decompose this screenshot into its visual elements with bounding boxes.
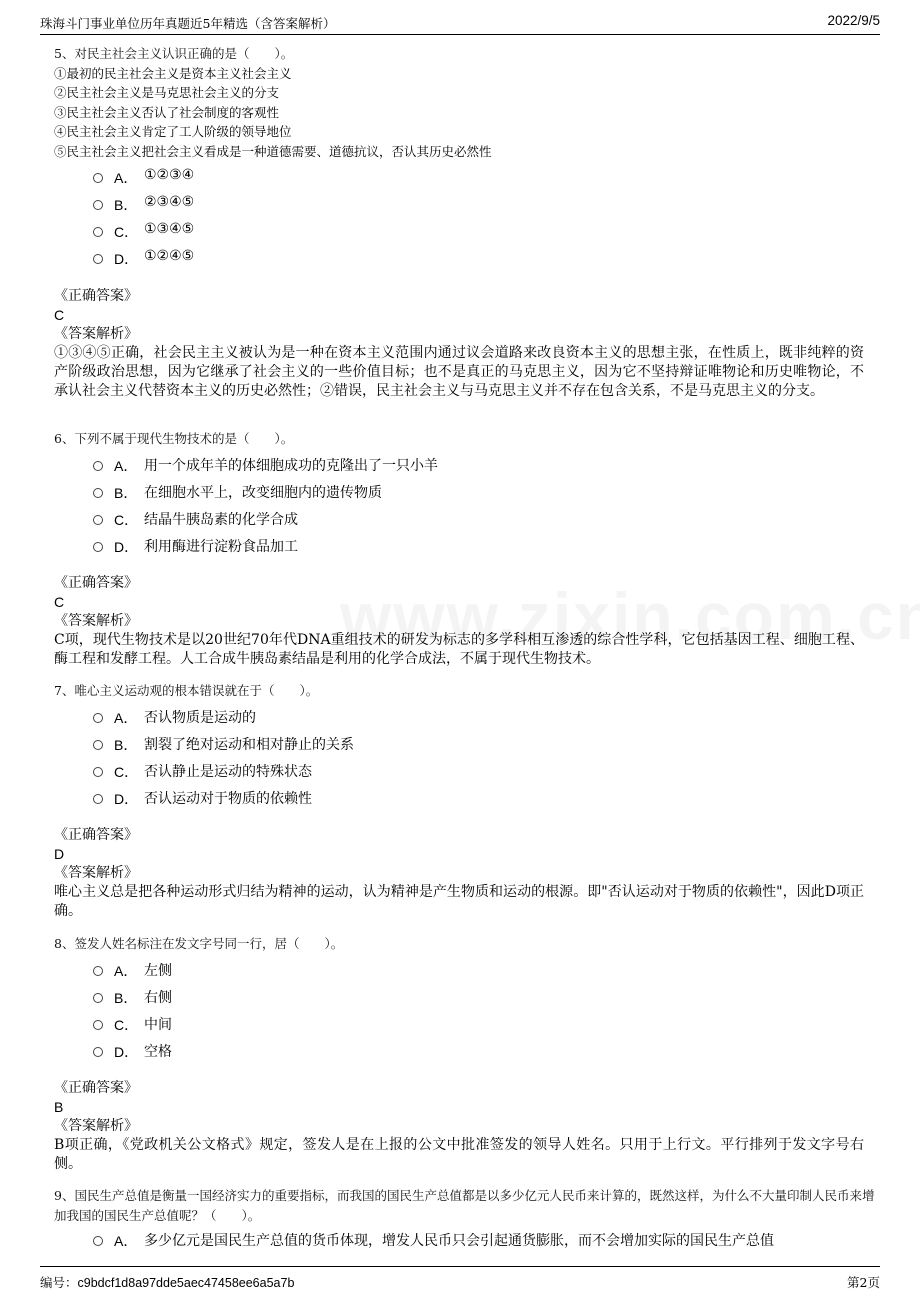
option-b[interactable] <box>54 985 884 1012</box>
option-letter: C． <box>114 511 139 528</box>
option-b[interactable] <box>54 480 884 507</box>
question-5 <box>54 44 884 273</box>
statement-item: ⑤民主社会主义把社会主义看成是一种道德需要、道德抗议，否认其历史必然性 <box>54 143 492 159</box>
answer-label: 《正确答案》 <box>54 288 138 304</box>
option-letter: D． <box>114 1043 139 1060</box>
page-footer <box>40 1266 880 1297</box>
option-letter: D． <box>114 790 139 807</box>
option-letter: A． <box>114 457 138 474</box>
option-letter: A． <box>114 962 138 979</box>
correct-answer: D <box>54 846 65 862</box>
option-d[interactable] <box>54 1039 884 1066</box>
option-b[interactable] <box>54 732 884 759</box>
radio-button[interactable] <box>93 993 103 1003</box>
option-d[interactable] <box>54 534 884 561</box>
option-b[interactable] <box>54 192 884 219</box>
analysis-text: C项，现代生物技术是以20世纪70年代DNA重组技术的研发为标志的多学科相互渗透的综合性学科，它包括基因工程、细胞工程、酶工程和发酵工程。人工合成牛胰岛素结晶是利用的化学合成法，不属于现代生物技术。 <box>54 632 864 667</box>
option-text: 割裂了绝对运动和相对静止的关系 <box>144 736 354 753</box>
radio-button[interactable] <box>93 740 103 750</box>
answer-block-8 <box>54 1079 864 1174</box>
radio-button[interactable] <box>93 1047 103 1057</box>
analysis-text: B项正确，《党政机关公文格式》规定，签发人是在上报的公文中批准签发的领导人姓名。只用于上行文。平行排列于发文字号右侧。 <box>54 1137 864 1172</box>
document-code-label: 编号： <box>40 1275 78 1290</box>
option-letter: B． <box>114 989 138 1006</box>
correct-answer: C <box>54 307 65 323</box>
question-9 <box>54 1186 884 1255</box>
statement-item: ④民主社会主义肯定了工人阶级的领导地位 <box>54 124 292 139</box>
option-d[interactable] <box>54 786 884 813</box>
option-c[interactable] <box>54 507 884 534</box>
radio-button[interactable] <box>93 767 103 777</box>
answer-block-5 <box>54 287 864 401</box>
answer-block-6 <box>54 574 864 669</box>
option-letter: C． <box>114 1016 139 1033</box>
question-stem: 9、国民生产总值是衡量一国经济实力的重要指标，而我国的国民生产总值都是以多少亿元人民币来计算的，既然这样，为什么不大量印制人民币来增加我国的国民生产总值呢？（ ）。 <box>54 1188 875 1223</box>
document-title: 珠海斗门事业单位历年真题近5年精选（含答案解析） <box>40 16 336 31</box>
page-header <box>40 10 880 35</box>
answer-label: 《正确答案》 <box>54 575 138 591</box>
option-text: ②③④⑤ <box>144 194 195 210</box>
statement-list <box>54 64 884 162</box>
question-stem: 8、签发人姓名标注在发文字号同一行，居（ ）。 <box>54 936 344 951</box>
option-text: 否认静止是运动的特殊状态 <box>144 763 312 780</box>
document-code-value: c9bdcf1d8a97dde5aec47458ee6a5a7b <box>77 1276 295 1290</box>
option-text: 右侧 <box>144 989 172 1006</box>
option-letter: B． <box>114 197 138 213</box>
option-a[interactable] <box>54 958 884 985</box>
option-text: 中间 <box>144 1016 172 1033</box>
option-c[interactable] <box>54 219 884 246</box>
radio-button[interactable] <box>93 200 103 210</box>
analysis-label: 《答案解析》 <box>54 613 138 629</box>
option-letter: C． <box>114 763 139 780</box>
option-a[interactable] <box>54 165 884 192</box>
option-text: ①②④⑤ <box>144 248 195 264</box>
analysis-label: 《答案解析》 <box>54 865 138 881</box>
radio-button[interactable] <box>93 713 103 723</box>
statement-item: ②民主社会主义是马克思社会主义的分支 <box>54 85 280 100</box>
question-stem: 6、下列不属于现代生物技术的是（ ）。 <box>54 431 294 446</box>
radio-button[interactable] <box>93 227 103 237</box>
question-8 <box>54 934 884 1066</box>
analysis-label: 《答案解析》 <box>54 326 138 342</box>
radio-button[interactable] <box>93 794 103 804</box>
option-text: 多少亿元是国民生产总值的货币体现，增发人民币只会引起通货膨胀，而不会增加实际的国民生产总值 <box>144 1233 774 1249</box>
option-text: 空格 <box>144 1043 172 1060</box>
answer-label: 《正确答案》 <box>54 827 138 843</box>
option-letter: A． <box>114 170 138 186</box>
radio-button[interactable] <box>93 488 103 498</box>
option-d[interactable] <box>54 246 884 273</box>
document-code <box>40 1273 294 1291</box>
option-a[interactable] <box>54 453 884 480</box>
question-stem: 5、对民主社会主义认识正确的是（ ）。 <box>54 46 294 61</box>
option-letter: B． <box>114 484 138 501</box>
option-letter: A． <box>114 709 138 726</box>
option-letter: A． <box>114 1233 138 1249</box>
correct-answer: C <box>54 594 65 610</box>
document-date: 2022/9/5 <box>827 13 880 28</box>
statement-item: ①最初的民主社会主义是资本主义社会主义 <box>54 65 292 81</box>
radio-button[interactable] <box>93 1020 103 1030</box>
radio-button[interactable] <box>93 542 103 552</box>
option-text: 利用酶进行淀粉食品加工 <box>144 538 298 555</box>
option-text: 否认运动对于物质的依赖性 <box>144 790 312 807</box>
option-text: 左侧 <box>144 962 172 979</box>
correct-answer: B <box>54 1099 64 1115</box>
option-text: 在细胞水平上，改变细胞内的遗传物质 <box>144 484 382 501</box>
question-7 <box>54 681 884 813</box>
radio-button[interactable] <box>93 461 103 471</box>
option-text: 用一个成年羊的体细胞成功的克隆出了一只小羊 <box>144 457 438 474</box>
radio-button[interactable] <box>93 966 103 976</box>
option-c[interactable] <box>54 759 884 786</box>
question-6 <box>54 429 884 561</box>
option-text: 否认物质是运动的 <box>144 709 256 726</box>
option-letter: C． <box>114 224 139 240</box>
analysis-text: ①③④⑤正确，社会民主主义被认为是一种在资本主义范围内通过议会道路来改良资本主义的思想主张，在性质上，既非纯粹的资产阶级政治思想，因为它继承了社会主义的一些价值目标；也不是真正的马克思主义，因为它不坚持辩证唯物论和历史唯物论，不承认社会主义代替资本主义的历史必然性；②错误，民主社会主义与马克思主义并不存在包含关系，不是马克思主义的分支。 <box>54 345 864 399</box>
answer-label: 《正确答案》 <box>54 1080 138 1096</box>
page-number: 第2页 <box>847 1275 880 1290</box>
radio-button[interactable] <box>93 254 103 264</box>
option-a[interactable] <box>54 1228 884 1255</box>
analysis-text: 唯心主义总是把各种运动形式归结为精神的运动，认为精神是产生物质和运动的根源。即"否认运动对于物质的依赖性"，因此D项正确。 <box>54 884 864 919</box>
option-c[interactable] <box>54 1012 884 1039</box>
statement-item: ③民主社会主义否认了社会制度的客观性 <box>54 104 280 120</box>
radio-button[interactable] <box>93 515 103 525</box>
option-letter: D． <box>114 251 139 267</box>
option-letter: D． <box>114 538 139 555</box>
analysis-label: 《答案解析》 <box>54 1118 138 1134</box>
question-stem: 7、唯心主义运动观的根本错误就在于（ ）。 <box>54 683 319 698</box>
option-text: ①③④⑤ <box>144 221 195 237</box>
option-letter: B． <box>114 736 138 753</box>
radio-button[interactable] <box>93 1236 103 1246</box>
option-a[interactable] <box>54 705 884 732</box>
radio-button[interactable] <box>93 173 103 183</box>
answer-block-7 <box>54 826 864 921</box>
option-text: 结晶牛胰岛素的化学合成 <box>144 511 298 528</box>
option-text: ①②③④ <box>144 167 195 183</box>
